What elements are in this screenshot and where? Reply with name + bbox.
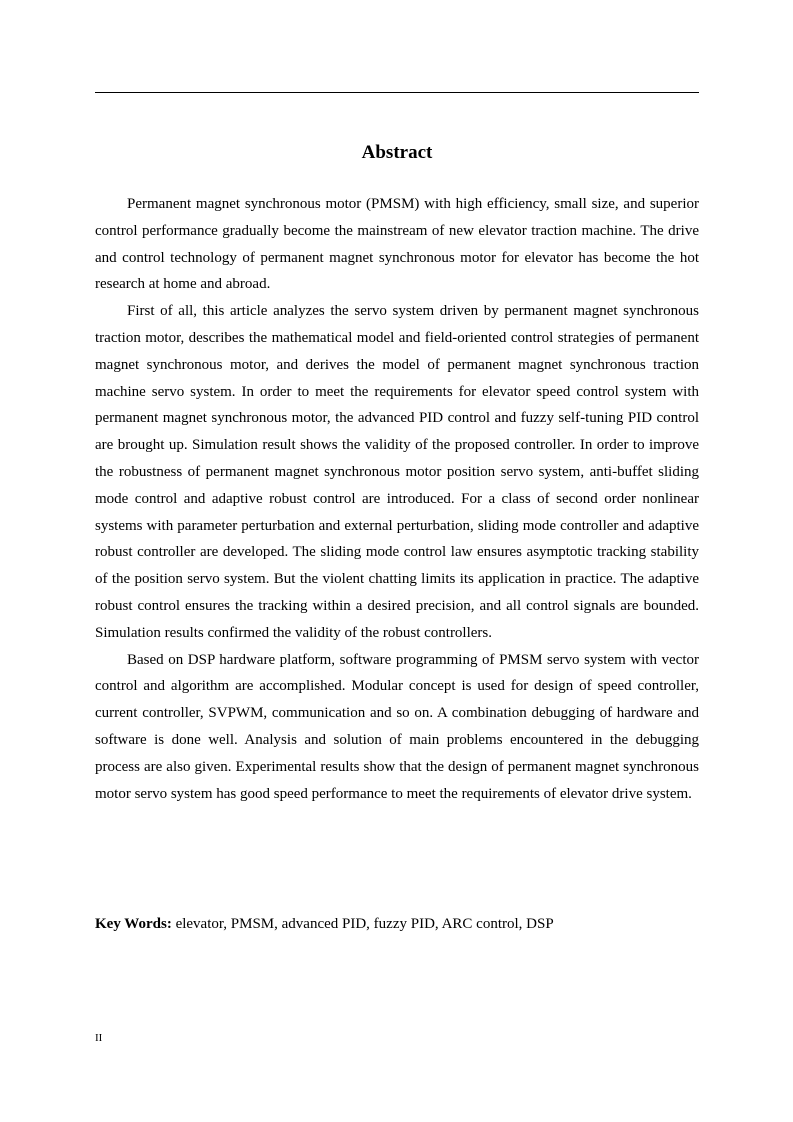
page-title: Abstract <box>361 142 433 163</box>
header-rule <box>95 92 699 93</box>
abstract-paragraph-2: First of all, this article analyzes the servo system driven by permanent magnet synchronous traction motor, describes the mathematical model and field-oriented control strategies of permanent magnet synchronous motor, and derives the model of permanent magnet synchronous traction machine servo system. In order to meet the requirements for elevator speed control system with permanent magnet synchronous motor, the advanced PID control and fuzzy self-tuning PID control are brought up. Simulation result shows the validity of the proposed controller. In order to improve the robustness of permanent magnet synchronous motor position servo system, anti-buffet sliding mode control and adaptive robust control are introduced. For a class of second order nonlinear systems with parameter perturbation and external perturbation, sliding mode controller and adaptive robust controller are developed. The sliding mode control law ensures asymptotic tracking stability of the position servo system. But the violent chatting limits its application in practice. The adaptive robust control ensures the tracking within a desired precision, and all control signals are bounded. Simulation results confirmed the validity of the robust controllers. <box>95 303 699 641</box>
page-number: II <box>95 1032 103 1044</box>
keywords-label: Key Words: <box>95 916 172 932</box>
abstract-paragraph-3: Based on DSP hardware platform, software programming of PMSM servo system with vector control and algorithm are accomplished. Modular concept is used for design of speed controller, current controller, SVPWM, communication and so on. A combination debugging of hardware and software is done well. Analysis and solution of main problems encountered in the debugging process are also given. Experimental results show that the design of permanent magnet synchronous motor servo system has good speed performance to meet the requirements of elevator drive system. <box>95 651 699 802</box>
keywords-text: elevator, PMSM, advanced PID, fuzzy PID, ARC control, DSP <box>171 916 554 932</box>
abstract-body <box>95 191 699 807</box>
keywords-line <box>95 911 699 937</box>
abstract-paragraph-1: Permanent magnet synchronous motor (PMSM) with high efficiency, small size, and superior control performance gradually become the mainstream of new elevator traction machine. The drive and control technology of permanent magnet synchronous motor for elevator has become the hot research at home and abroad. <box>95 196 699 293</box>
